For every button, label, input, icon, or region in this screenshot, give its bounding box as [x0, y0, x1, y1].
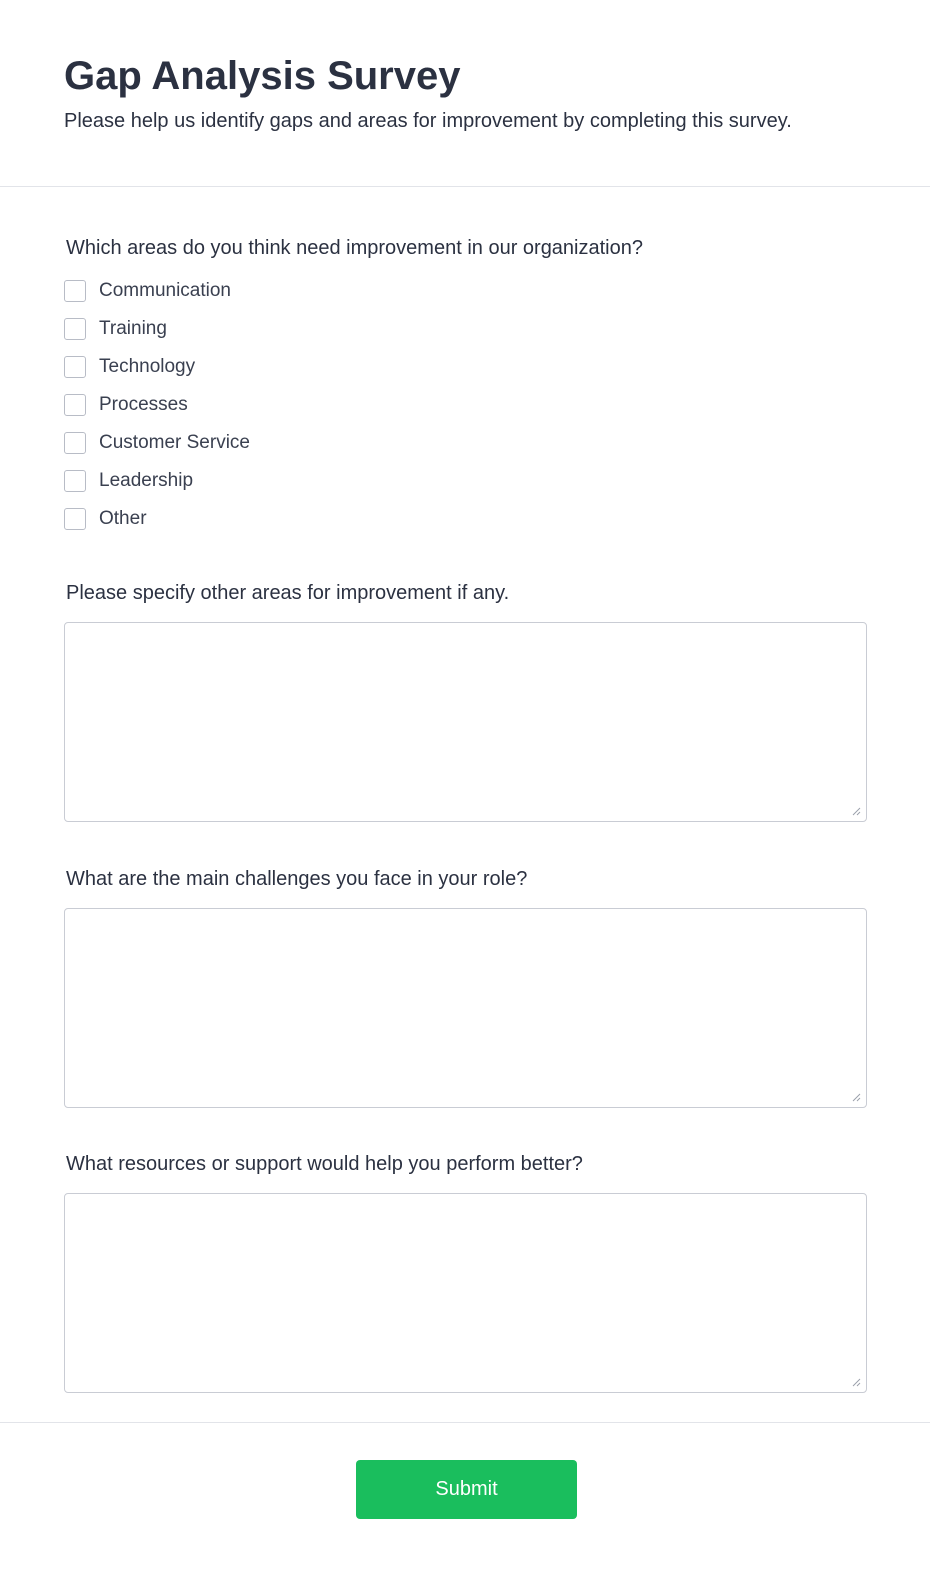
survey-header — [0, 0, 930, 187]
footer-divider — [0, 1422, 930, 1423]
option-label: Processes — [99, 394, 188, 415]
option-other[interactable] — [64, 506, 147, 532]
page-subtitle: Please help us identify gaps and areas for improvement by completing this survey. — [64, 110, 792, 132]
checkbox-training[interactable] — [64, 318, 86, 340]
checkbox-customer-service[interactable] — [64, 432, 86, 454]
option-leadership[interactable] — [64, 468, 193, 494]
option-label: Communication — [99, 280, 231, 301]
option-customer-service[interactable] — [64, 430, 250, 456]
checkbox-other[interactable] — [64, 508, 86, 530]
option-label: Technology — [99, 356, 196, 377]
question-other-areas-label: Please specify other areas for improvement if any. — [66, 582, 510, 604]
option-label: Customer Service — [99, 432, 250, 453]
question-resources-label: What resources or support would help you perform better? — [66, 1153, 583, 1175]
checkbox-leadership[interactable] — [64, 470, 86, 492]
question-challenges-label: What are the main challenges you face in your role? — [66, 868, 528, 890]
challenges-textarea[interactable] — [64, 908, 867, 1108]
option-technology[interactable] — [64, 354, 195, 380]
resources-textarea[interactable] — [64, 1193, 867, 1393]
option-processes[interactable] — [64, 392, 188, 418]
option-label: Other — [99, 508, 147, 529]
option-label: Leadership — [99, 470, 194, 491]
checkbox-technology[interactable] — [64, 356, 86, 378]
option-training[interactable] — [64, 316, 167, 342]
question-areas-label: Which areas do you think need improvement in our organization? — [66, 237, 643, 259]
submit-button[interactable]: Submit — [356, 1460, 577, 1519]
option-label: Training — [99, 318, 167, 339]
option-communication[interactable] — [64, 278, 231, 304]
other-areas-textarea[interactable] — [64, 622, 867, 822]
checkbox-processes[interactable] — [64, 394, 86, 416]
checkbox-communication[interactable] — [64, 280, 86, 302]
page-title: Gap Analysis Survey — [64, 54, 461, 98]
